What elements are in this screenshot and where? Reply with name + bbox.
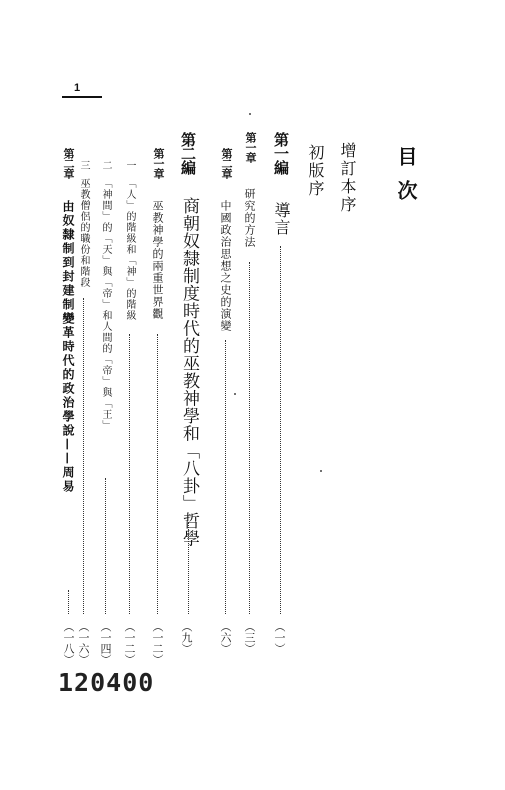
part1-ch1-page: （三） bbox=[243, 621, 256, 654]
part2-page: （九） bbox=[180, 621, 193, 654]
section3-page: （一六） bbox=[77, 621, 90, 665]
part1-ch2-leader bbox=[225, 340, 226, 614]
page-number: 1 bbox=[74, 82, 81, 94]
part1-ch1-label: 第一章 bbox=[244, 132, 256, 162]
part1-ch2-label: 第二章 bbox=[220, 148, 232, 178]
preface-revised: 增訂本序 bbox=[338, 142, 357, 214]
part1-label: 第一編 bbox=[272, 132, 289, 174]
page-number-rule bbox=[62, 96, 102, 98]
section1-num: 一 bbox=[124, 160, 135, 171]
part2-leader bbox=[188, 522, 189, 614]
scan-speck bbox=[320, 470, 322, 472]
scan-speck bbox=[234, 393, 236, 395]
section1-page: （一二） bbox=[123, 621, 136, 665]
part1-ch1-title: 研究的方法 bbox=[243, 188, 256, 248]
section2-leader bbox=[105, 478, 106, 614]
section2-num: 二 bbox=[100, 160, 111, 171]
part1-title: 導言 bbox=[272, 202, 291, 236]
section1-leader bbox=[129, 334, 130, 614]
section2-page: （一四） bbox=[99, 621, 112, 665]
part1-ch2-page: （六） bbox=[219, 621, 232, 654]
part2-ch2-page: （一八） bbox=[62, 621, 75, 665]
preface-first-edition: 初版序 bbox=[306, 144, 325, 198]
part1-ch2-title: 中國政治思想之史的演變 bbox=[219, 200, 232, 332]
part1-leader bbox=[280, 246, 281, 614]
section2-title: 「神間」的「天」與「帝」和人間的「帝」與「王」 bbox=[100, 178, 111, 431]
part2-ch1-label: 第一章 bbox=[152, 148, 164, 178]
section3-num: 三 bbox=[78, 160, 89, 171]
section1-title: 「人」的階級和「神」的階級 bbox=[124, 178, 135, 321]
part2-title: 商朝奴隸制度時代的巫教神學和「八卦」哲學 bbox=[179, 197, 199, 547]
part2-ch2-leader bbox=[68, 590, 69, 614]
scan-speck bbox=[249, 113, 251, 115]
part1-ch1-leader bbox=[249, 262, 250, 614]
part2-ch1-title: 巫教神學的兩重世界觀 bbox=[151, 200, 164, 320]
section3-leader bbox=[83, 298, 84, 614]
catalog-stamp: 120400 bbox=[58, 668, 155, 697]
part2-label: 第二編 bbox=[179, 132, 196, 174]
part2-ch1-page: （一二） bbox=[151, 621, 164, 665]
toc-heading: 目次 bbox=[394, 146, 418, 214]
part2-ch2-label: 第二章 bbox=[62, 148, 74, 178]
section3-title: 巫教僧侶的職份和階段 bbox=[78, 178, 89, 288]
part2-ch2-title: 由奴隸制到封建制變革時代的政治學說——周易 bbox=[61, 200, 75, 494]
part2-ch1-leader bbox=[157, 334, 158, 614]
part1-page: （一） bbox=[273, 621, 286, 654]
